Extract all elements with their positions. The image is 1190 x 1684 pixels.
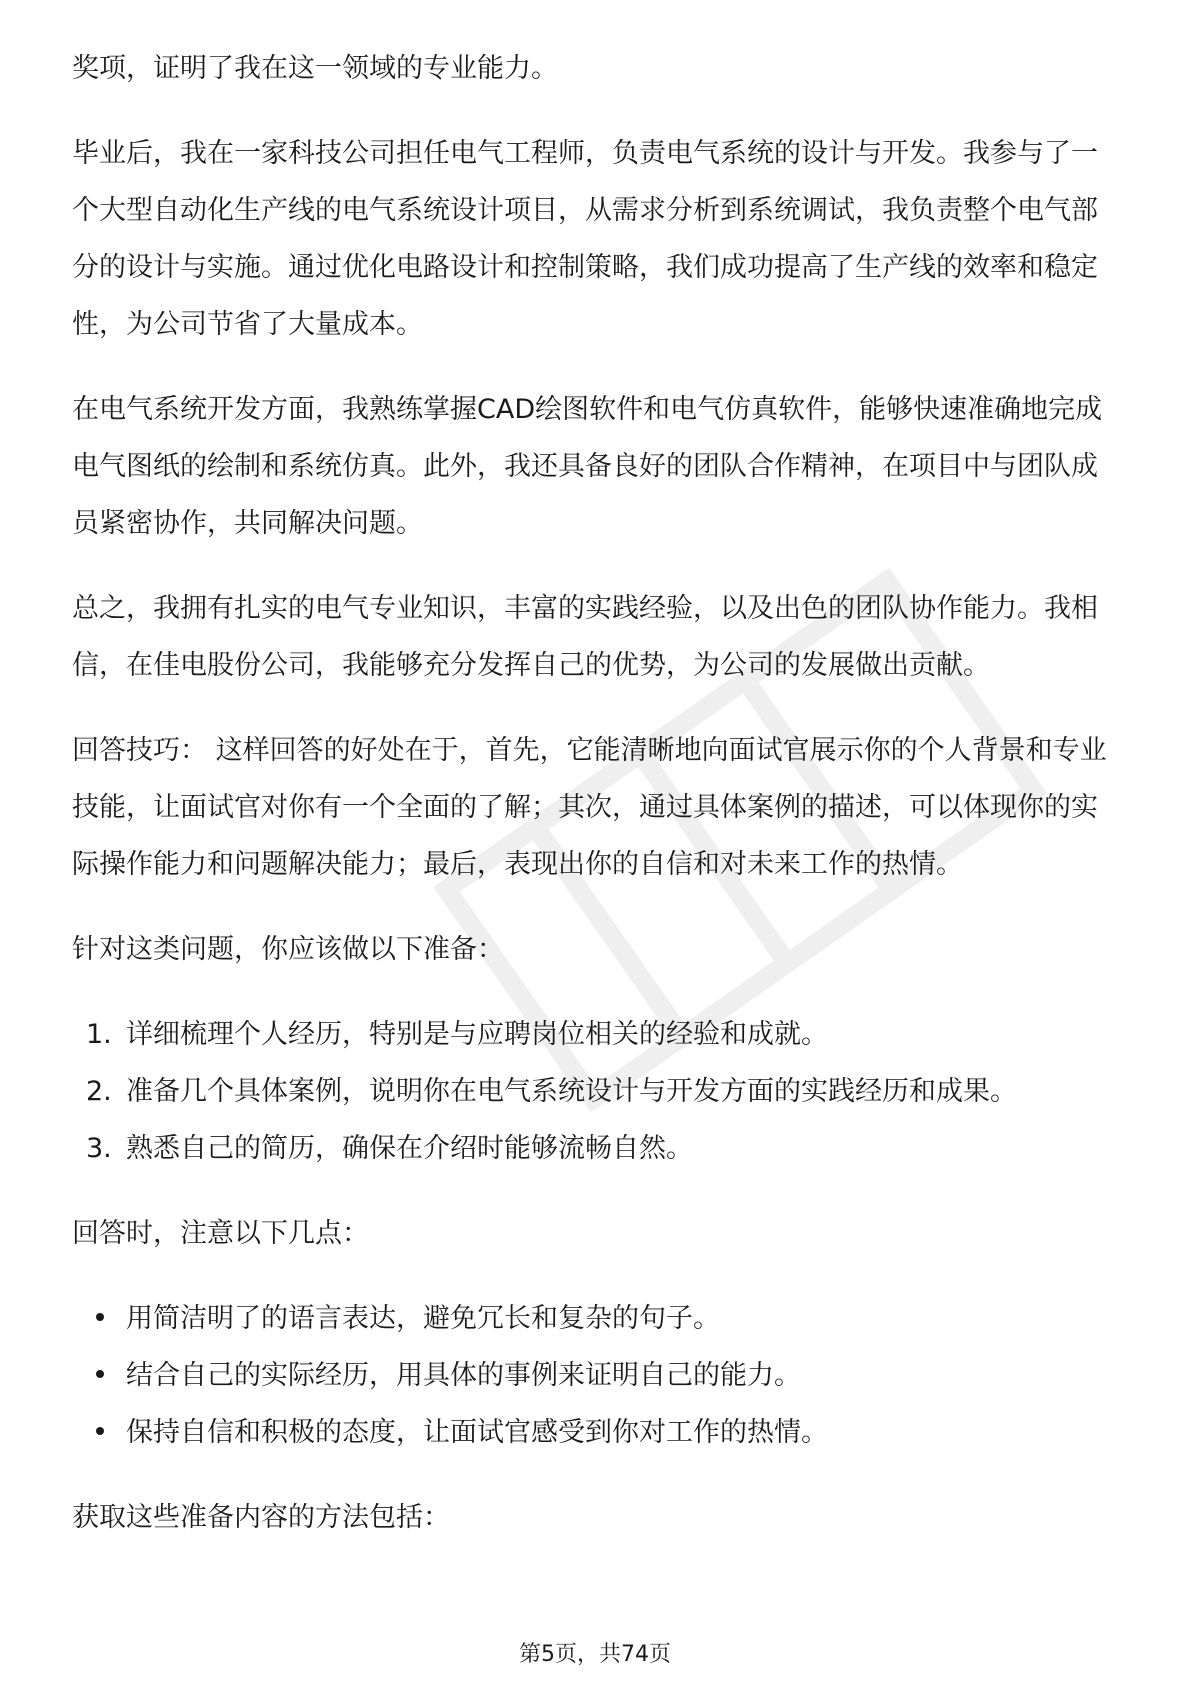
- paragraph-summary: 总之，我拥有扎实的电气专业知识，丰富的实践经验，以及出色的团队协作能力。我相信，在佳电股份公司，我能够充分发挥自己的优势，为公司的发展做出贡献。: [72, 593, 1098, 681]
- bullet-icon: [96, 1290, 130, 1347]
- paragraph-awards: 奖项，证明了我在这一领域的专业能力。: [72, 53, 558, 84]
- paragraph-skills: 在电气系统开发方面，我熟练掌握CAD绘图软件和电气仿真软件，能够快速准确地完成电气图纸的绘制和系统仿真。此外，我还具备良好的团队合作精神，在项目中与团队成员紧密协作，共同解决问题。: [72, 394, 1103, 539]
- list-number: 2.: [86, 1076, 112, 1107]
- list-item: [72, 1290, 1122, 1347]
- paragraph-prep-heading: 针对这类问题，你应该做以下准备：: [72, 934, 504, 965]
- list-item-text: 用简洁明了的语言表达，避免冗长和复杂的句子。: [126, 1303, 720, 1334]
- attention-list: [72, 1290, 1122, 1461]
- prep-list: [72, 1006, 1122, 1177]
- closing-heading: 获取这些准备内容的方法包括：: [72, 1502, 450, 1533]
- attention-heading: 回答时，注意以下几点：: [72, 1218, 369, 1249]
- bullet-icon: [96, 1404, 130, 1461]
- list-number: 1.: [86, 1019, 112, 1050]
- document-page: [72, 40, 1122, 1574]
- list-item-text: 准备几个具体案例，说明你在电气系统设计与开发方面的实践经历和成果。: [126, 1076, 1017, 1107]
- list-item-text: 结合自己的实际经历，用具体的事例来证明自己的能力。: [126, 1360, 801, 1391]
- page-number-footer: 第5页，共74页: [519, 1642, 671, 1667]
- paragraph-answer-tips: 回答技巧： 这样回答的好处在于，首先，它能清晰地向面试官展示你的个人背景和专业技能，让面试官对你有一个全面的了解；其次，通过具体案例的描述，可以体现你的实际操作能力和问题解决能力；最后，表现出你的自信和对未来工作的热情。: [72, 735, 1107, 880]
- list-item: [72, 1404, 1122, 1461]
- list-number: 3.: [86, 1133, 112, 1164]
- bullet-icon: [96, 1347, 130, 1404]
- list-item-text: 保持自信和积极的态度，让面试官感受到你对工作的热情。: [126, 1417, 828, 1448]
- list-item: [72, 1120, 1122, 1177]
- list-item-text: 熟悉自己的简历，确保在介绍时能够流畅自然。: [126, 1133, 693, 1164]
- list-item: [72, 1063, 1122, 1120]
- list-item: [72, 1347, 1122, 1404]
- list-item: [72, 1006, 1122, 1063]
- paragraph-work-experience: 毕业后，我在一家科技公司担任电气工程师，负责电气系统的设计与开发。我参与了一个大型自动化生产线的电气系统设计项目，从需求分析到系统调试，我负责整个电气部分的设计与实施。通过优化电路设计和控制策略，我们成功提高了生产线的效率和稳定性，为公司节省了大量成本。: [72, 138, 1098, 340]
- list-item-text: 详细梳理个人经历，特别是与应聘岗位相关的经验和成就。: [126, 1019, 828, 1050]
